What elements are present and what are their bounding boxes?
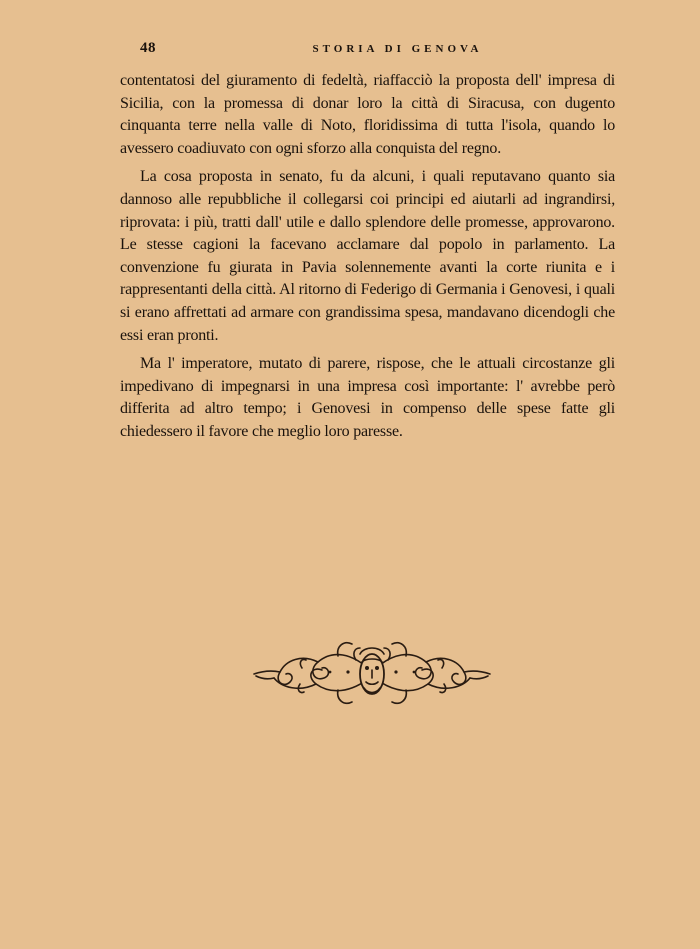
paragraph-1: contentatosi del giuramento di fedeltà, riaffacciò la proposta dell' impresa di Sicilia, con la promessa di donar loro la città di Siracusa, con dugento cinquanta terre nella valle di Noto, floridissima di tutta l'isola, quando lo avessero coadiuvato con ogni sforzo alla conquista del regno. bbox=[120, 72, 615, 157]
page-header bbox=[140, 40, 615, 60]
paragraph-3: Ma l' imperatore, mutato di parere, rispose, che le attuali circostanze gli impedivano di impegnarsi in una impresa così importante: l' avrebbe però differita ad altro tempo; i Genovesi in compenso delle spese fatte gli chiedessero il favore che meglio loro paresse. bbox=[120, 355, 615, 440]
page-number: 48 bbox=[140, 40, 156, 56]
mask-ornament-icon bbox=[252, 632, 492, 712]
running-title: STORIA DI GENOVA bbox=[312, 43, 483, 55]
paragraph-2: La cosa proposta in senato, fu da alcuni, i quali reputavano quanto sia dannoso alle repubbliche il collegarsi coi principi ed aiutarli ad ingrandirsi, riprovata: i più, tratti dall' utile e dallo splendore delle promesse, approvarono. Le stesse cagioni la facevano acclamare dal popolo in parlamento. La convenzione fu giurata in Pavia solennemente avanti la corte riunita e i rappresentanti della città. Al ritorno di Federigo di Germania i Genovesi, i quali si erano affrettati ad armare con grandissima spesa, mandavano dicendogli che essi eran pronti. bbox=[120, 168, 615, 344]
body-text bbox=[120, 70, 615, 450]
